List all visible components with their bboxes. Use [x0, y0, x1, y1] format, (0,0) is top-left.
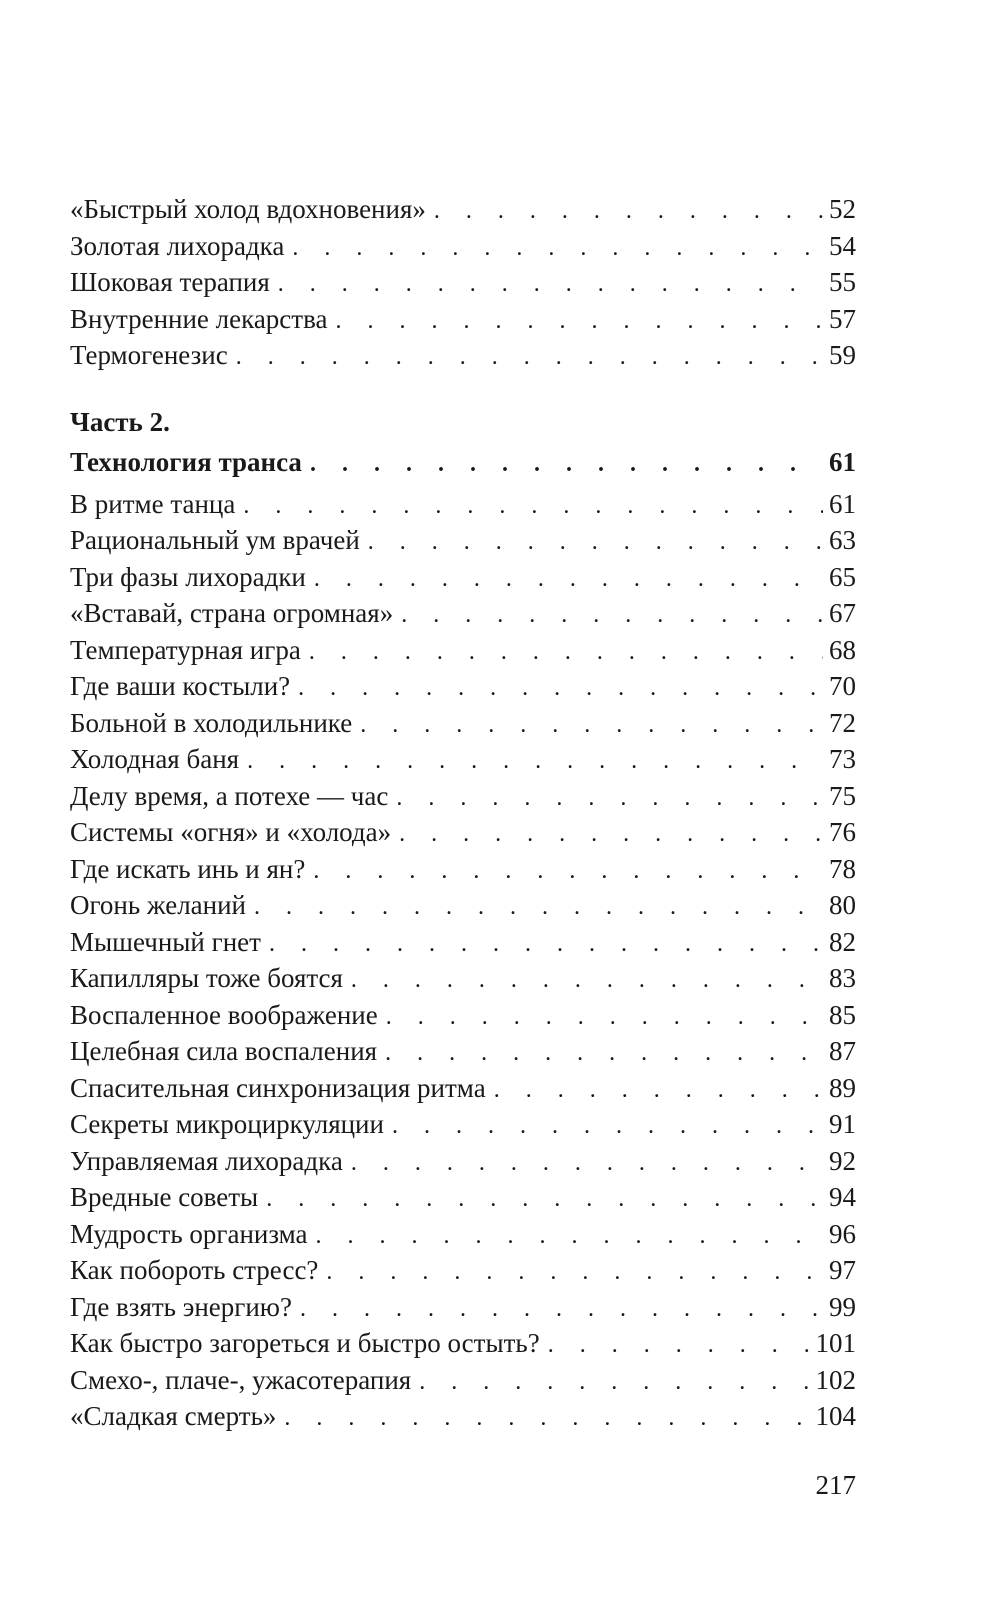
toc-entry-page: 80: [829, 890, 856, 920]
toc-entry-title: «Вставай, страна огромная»: [70, 598, 394, 628]
dot-leader: [292, 230, 823, 267]
dot-leader: [243, 488, 823, 525]
toc-entry-title: Спасительная синхронизация ритма: [70, 1072, 486, 1103]
toc-entry: [70, 960, 856, 997]
toc-entry: [70, 595, 856, 632]
toc-entry-page: 96: [829, 1218, 856, 1249]
toc-entry-page: 76: [829, 817, 856, 847]
toc-entry: [70, 924, 856, 961]
toc-entry-title: Технология транса: [70, 446, 302, 477]
dot-leader: [494, 1072, 823, 1109]
toc-entry: [70, 1362, 856, 1399]
dot-leader: [401, 597, 823, 634]
toc-entry-title: Системы «огня» и «холода»: [70, 817, 392, 847]
toc-entry-title: Температурная игра: [70, 634, 301, 665]
dot-leader: [316, 1218, 823, 1255]
dot-leader: [298, 670, 823, 707]
toc-entry: [70, 1252, 856, 1289]
toc-entry-page: 61: [829, 446, 856, 477]
dot-leader: [386, 999, 823, 1036]
toc-entry-page: 75: [829, 780, 856, 811]
toc-entry-page: 68: [829, 634, 856, 665]
section-gap: [70, 374, 856, 402]
toc-entry: [70, 851, 856, 888]
toc-entry-title: Капилляры тоже боятся: [70, 963, 343, 993]
toc-entry: [70, 887, 856, 924]
toc-entry: [70, 1289, 856, 1326]
toc-entry-page: 61: [829, 488, 856, 519]
dot-leader: [548, 1327, 810, 1364]
toc-entry-page: 59: [829, 340, 856, 370]
toc-entry-page: 85: [829, 999, 856, 1030]
toc-entry: [70, 228, 856, 265]
toc-entry-page: 89: [829, 1072, 856, 1103]
page-number: 217: [815, 1470, 856, 1500]
toc-entry: [70, 1106, 856, 1143]
toc-section-part1-tail: [70, 191, 856, 374]
dot-leader: [284, 1400, 809, 1437]
toc-entry-page: 70: [829, 671, 856, 701]
toc-entry-title: Где искать инь и ян?: [70, 853, 306, 884]
toc-entry-title: Управляемая лихорадка: [70, 1145, 343, 1176]
toc-entry: [70, 705, 856, 742]
toc-entry-page: 82: [829, 926, 856, 957]
toc-section-part2: [70, 486, 856, 1435]
toc-entry: [70, 1143, 856, 1180]
toc-entry-page: 83: [829, 963, 856, 993]
dot-leader: [399, 816, 823, 853]
dot-leader: [247, 743, 823, 780]
toc-entry: [70, 778, 856, 815]
toc-entry-title: Делу время, а потехе — час: [70, 780, 389, 811]
dot-leader: [313, 853, 823, 890]
dot-leader: [419, 1364, 809, 1401]
toc-entry: [70, 668, 856, 705]
dot-leader: [396, 780, 823, 817]
toc-entry: [70, 301, 856, 338]
toc-entry-title: Как быстро загореться и быстро остыть?: [70, 1328, 540, 1358]
toc-entry-page: 63: [829, 525, 856, 555]
toc-entry-page: 104: [815, 1401, 856, 1431]
dot-leader: [269, 926, 823, 963]
toc-entry-page: 94: [829, 1182, 856, 1212]
dot-leader: [314, 561, 823, 598]
toc-entry-title: «Быстрый холод вдохновения»: [70, 194, 426, 224]
toc-entry-page: 101: [815, 1328, 856, 1358]
toc-entry-title: Смехо-, плаче-, ужасотерапия: [70, 1364, 412, 1395]
dot-leader: [360, 707, 823, 744]
toc-entry-title: Вредные советы: [70, 1182, 259, 1212]
toc-entry-page: 54: [829, 230, 856, 261]
dot-leader: [236, 339, 823, 376]
toc-entry: [70, 1179, 856, 1216]
dot-leader: [278, 266, 823, 303]
toc-entry-title: Три фазы лихорадки: [70, 561, 306, 592]
toc-entry-title: Мудрость организма: [70, 1218, 308, 1249]
dot-leader: [351, 1145, 823, 1182]
toc-entry: [70, 741, 856, 778]
toc-entry-page: 73: [829, 744, 856, 774]
toc-entry: [70, 1325, 856, 1362]
dot-leader: [351, 962, 823, 999]
toc-entry: [70, 337, 856, 374]
dot-leader: [309, 634, 823, 671]
toc-entry-title: В ритме танца: [70, 488, 236, 519]
toc-entry-title: Где ваши костыли?: [70, 671, 291, 701]
toc-entry-page: 57: [829, 303, 856, 334]
toc-entry: [70, 814, 856, 851]
toc-entry-title: Рациональный ум врачей: [70, 525, 360, 555]
dot-leader: [335, 303, 823, 340]
toc-entry: [70, 1033, 856, 1070]
dot-leader: [326, 1254, 823, 1291]
part-label: Часть 2.: [70, 406, 170, 437]
toc-entry-title: Термогенезис: [70, 340, 228, 370]
dot-leader: [385, 1035, 823, 1072]
toc-entry-page: 72: [829, 707, 856, 738]
toc-entry-title: Секреты микроциркуляции: [70, 1109, 384, 1139]
toc-entry-title: Холодная баня: [70, 744, 240, 774]
toc-entry-title: Мышечный гнет: [70, 926, 261, 957]
dot-leader: [392, 1108, 823, 1145]
dot-leader: [300, 1291, 823, 1328]
toc-entry-page: 91: [829, 1109, 856, 1139]
toc-entry-part-title: [70, 442, 856, 486]
dot-leader: [368, 524, 823, 561]
toc-entry: [70, 191, 856, 228]
toc-entry-page: 97: [829, 1255, 856, 1285]
toc-entry-title: Огонь желаний: [70, 890, 247, 920]
toc-entry-page: 65: [829, 561, 856, 592]
toc-entry-title: Воспаленное воображение: [70, 999, 378, 1030]
toc-entry: [70, 559, 856, 596]
toc-entry-title: Внутренние лекарства: [70, 303, 328, 334]
toc-entry: [70, 997, 856, 1034]
toc-entry: [70, 264, 856, 301]
toc-entry-page: 87: [829, 1036, 856, 1066]
toc-entry: [70, 522, 856, 559]
dot-leader: [266, 1181, 823, 1218]
toc-entry-title: Целебная сила воспаления: [70, 1036, 378, 1066]
toc-entry-title: Шоковая терапия: [70, 267, 270, 297]
toc-entry: [70, 486, 856, 523]
toc-entry: [70, 1070, 856, 1107]
toc-entry-title: «Сладкая смерть»: [70, 1401, 277, 1431]
toc-entry-page: 92: [829, 1145, 856, 1176]
toc-entry-page: 99: [829, 1291, 856, 1322]
table-of-contents: [70, 191, 856, 1435]
toc-entry: [70, 632, 856, 669]
toc-entry-title: Как побороть стресс?: [70, 1255, 319, 1285]
toc-entry-page: 78: [829, 853, 856, 884]
toc-entry: [70, 1216, 856, 1253]
toc-entry-page: 67: [829, 598, 856, 628]
toc-entry-page: 55: [829, 267, 856, 297]
dot-leader: [254, 889, 823, 926]
toc-entry-title: Где взять энергию?: [70, 1291, 292, 1322]
toc-entry-title: Больной в холодильнике: [70, 707, 353, 738]
toc-entry: [70, 1398, 856, 1435]
dot-leader: [310, 444, 823, 484]
toc-entry-title: Золотая лихорадка: [70, 230, 285, 261]
dot-leader: [434, 193, 823, 230]
toc-entry-page: 52: [829, 194, 856, 224]
toc-entry-page: 102: [815, 1364, 856, 1395]
